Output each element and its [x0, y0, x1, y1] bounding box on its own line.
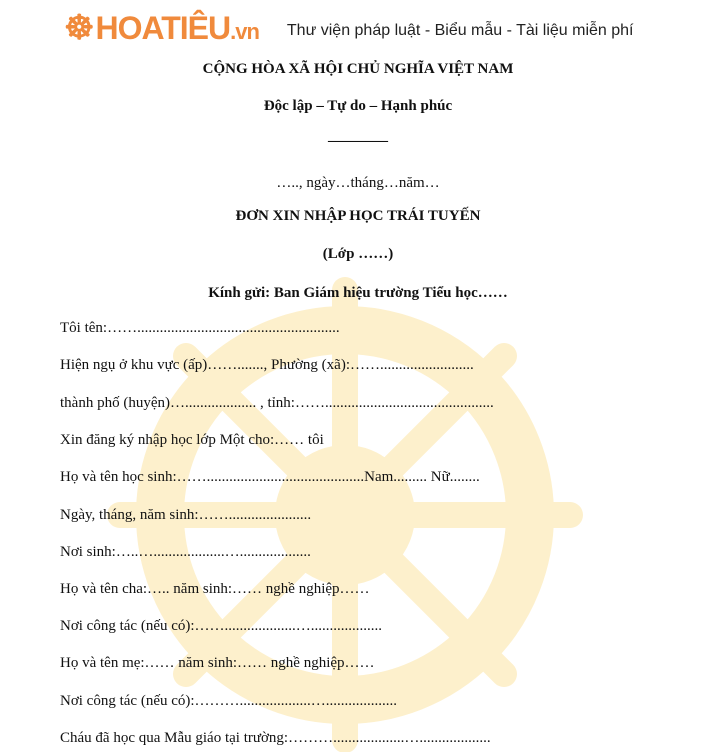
- form-line: Hiện ngụ ở khu vực (ấp)……......., Phường (xã):…….........................: [60, 357, 474, 373]
- divider-rule: ________: [328, 128, 388, 144]
- form-line: Xin đăng ký nhập học lớp Một cho:…… tôi: [60, 432, 324, 448]
- form-line: Nơi công tác (nếu có):……...................…...................: [60, 618, 383, 634]
- form-line: Tôi tên:……......................................................: [60, 320, 340, 336]
- form-line: Họ và tên mẹ:…… năm sinh:…… nghề nghiệp……: [60, 655, 375, 671]
- form-line: Nơi sinh:…..…...................…...................: [60, 544, 311, 560]
- logo-text: HOATIÊU: [95, 9, 231, 46]
- motto: Độc lập – Tự do – Hạnh phúc: [263, 98, 453, 114]
- form-line: Ngày, tháng, năm sinh:……......................: [60, 507, 312, 523]
- form-line: Họ và tên học sinh:……..........................................Nam......... Nữ........: [60, 469, 480, 485]
- form-line: Nơi công tác (nếu có):………...................…...................: [60, 693, 398, 709]
- recipient-line: Kính gửi: Ban Giám hiệu trường Tiểu học……: [208, 285, 508, 301]
- logo-suffix: .vn: [230, 19, 259, 44]
- form-line: thành phố (huyện)…................... , tỉnh:…….............................................: [60, 395, 494, 411]
- ship-wheel-icon: ☸: [64, 9, 94, 47]
- date-line: ….., ngày…tháng…năm…: [276, 175, 440, 191]
- hoatieu-logo[interactable]: [64, 8, 259, 48]
- form-line: Cháu đã học qua Mẫu giáo tại trường:………...................…...................: [60, 730, 491, 746]
- nation-heading: CỘNG HÒA XÃ HỘI CHỦ NGHĨA VIỆT NAM: [202, 61, 514, 77]
- tagline: Thư viện pháp luật - Biểu mẫu - Tài liệu miễn phí: [286, 22, 634, 39]
- site-header: [64, 8, 634, 48]
- form-line: Họ và tên cha:….. năm sinh:…… nghề nghiệp……: [60, 581, 370, 597]
- document-title: ĐƠN XIN NHẬP HỌC TRÁI TUYẾN: [235, 208, 481, 224]
- grade-line: (Lớp ……): [322, 246, 394, 262]
